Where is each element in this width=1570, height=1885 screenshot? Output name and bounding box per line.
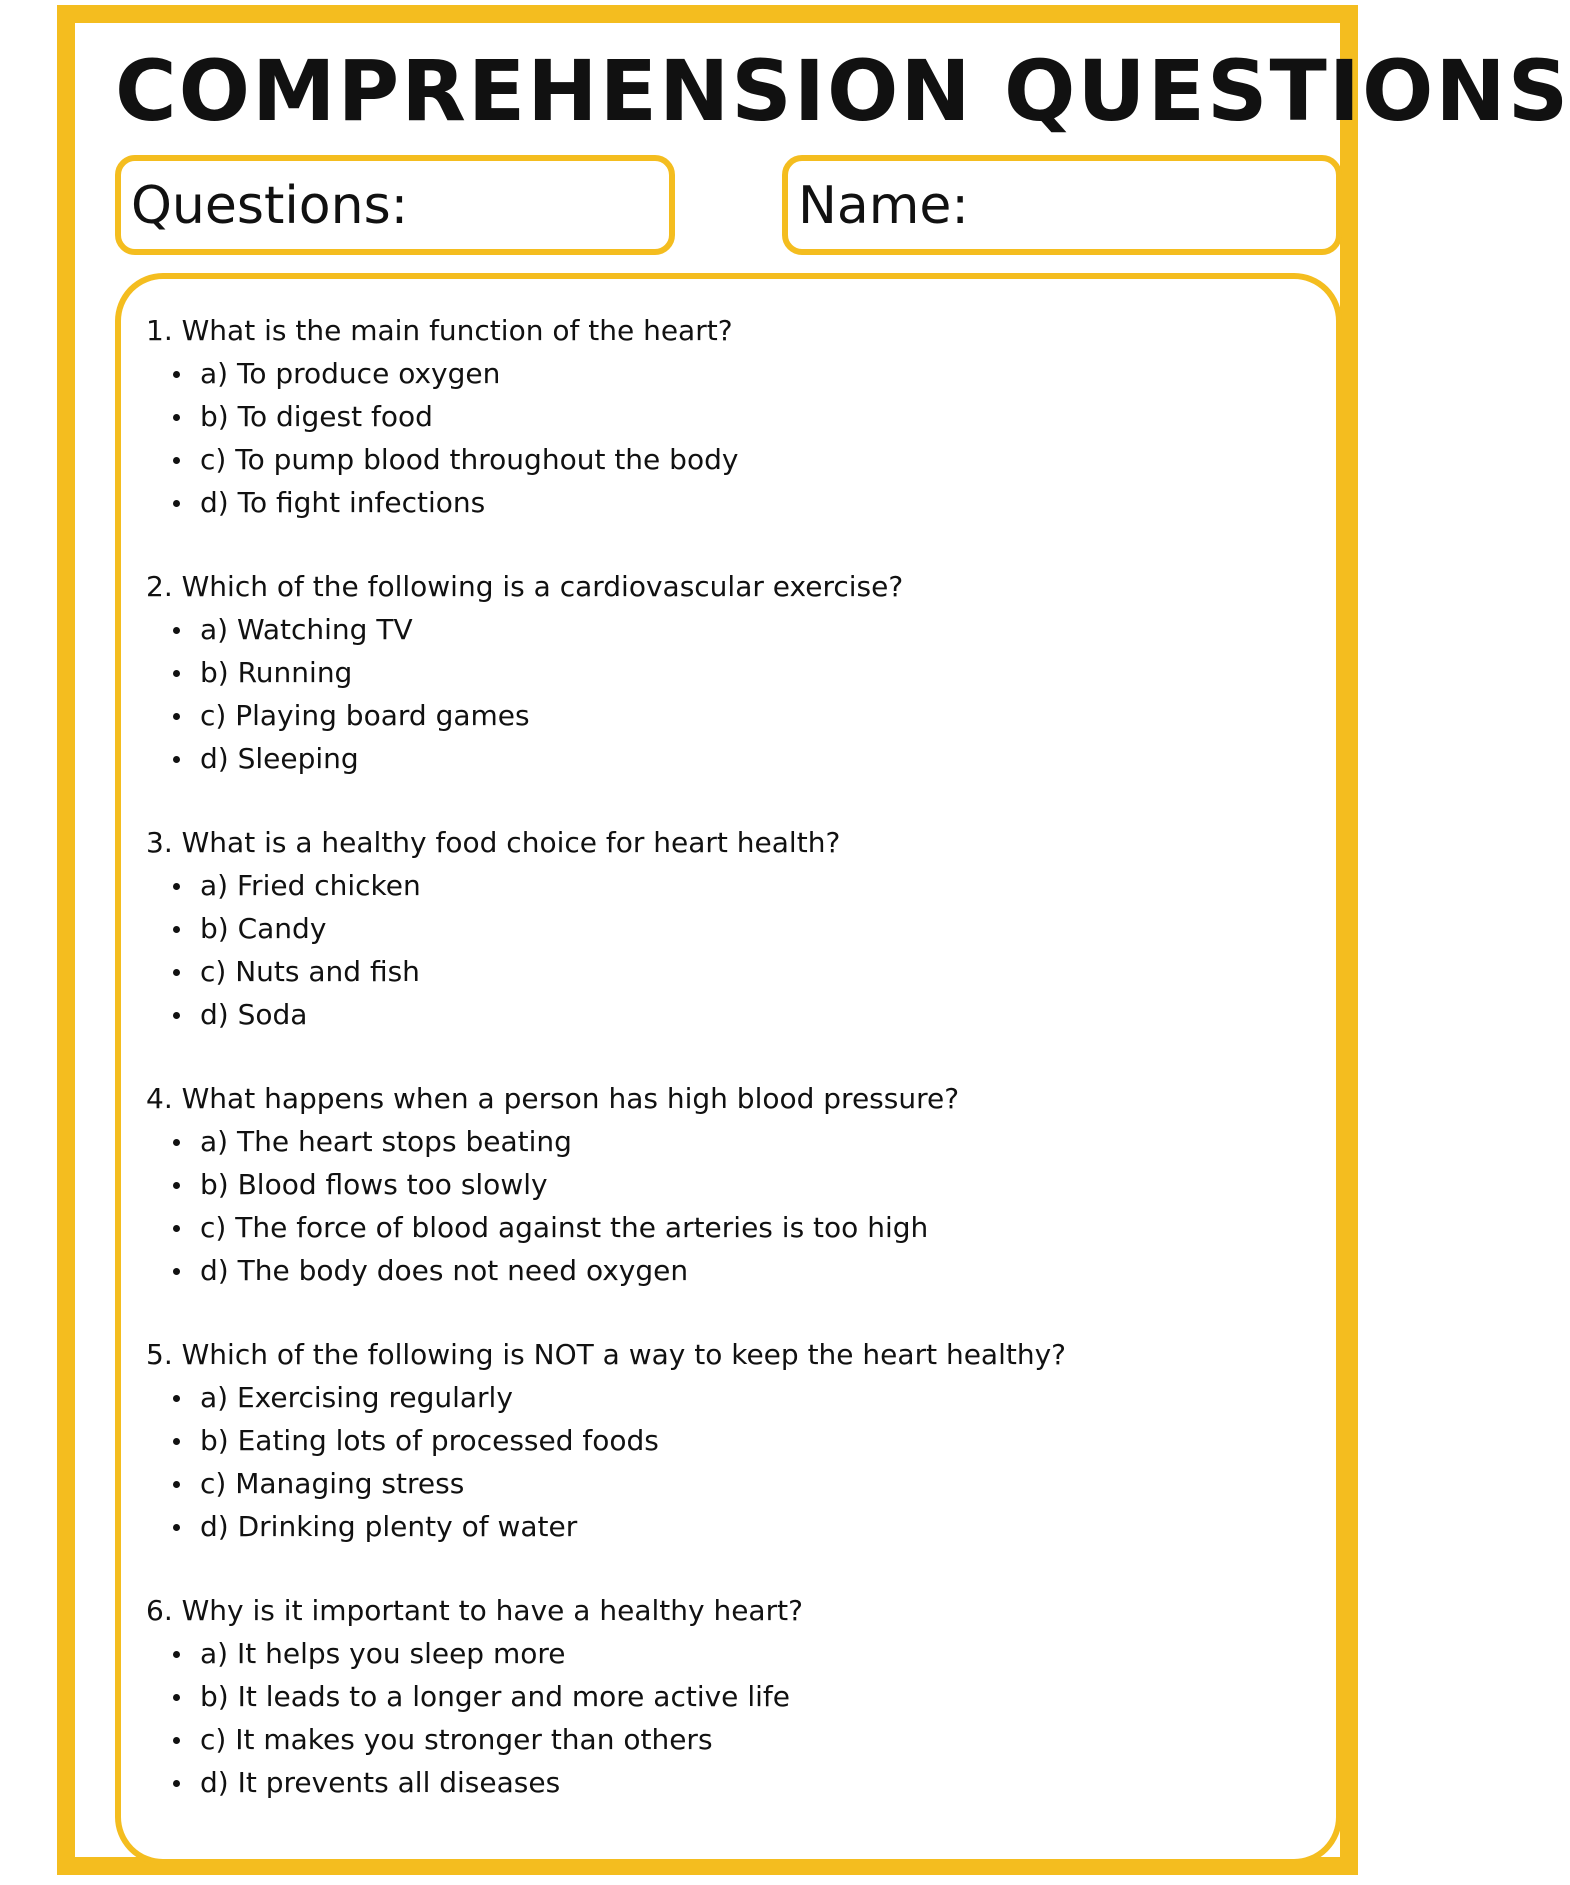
bullet-icon — [173, 457, 180, 464]
option-list — [146, 1632, 1316, 1804]
option-a[interactable] — [146, 608, 1316, 651]
option-text: c) Managing stress — [200, 1467, 465, 1500]
page-title: COMPREHENSION QUESTIONS — [115, 42, 1570, 140]
name-field-box[interactable] — [782, 155, 1342, 255]
option-c[interactable] — [146, 950, 1316, 993]
option-text: b) Running — [200, 656, 353, 689]
option-text: c) Playing board games — [200, 699, 530, 732]
questions-label-box — [115, 155, 675, 255]
bullet-icon — [173, 1182, 180, 1189]
question-1 — [146, 309, 1316, 524]
question-text: 5. Which of the following is NOT a way to keep the heart healthy? — [146, 1338, 1067, 1371]
bullet-icon — [173, 713, 180, 720]
bullet-icon — [173, 1651, 180, 1658]
question-text: 3. What is a healthy food choice for heart health? — [146, 826, 841, 859]
option-b[interactable] — [146, 1419, 1316, 1462]
option-text: b) Blood flows too slowly — [200, 1168, 548, 1201]
option-c[interactable] — [146, 694, 1316, 737]
bullet-icon — [173, 670, 180, 677]
option-d[interactable] — [146, 1505, 1316, 1548]
option-text: a) Watching TV — [200, 613, 413, 646]
questions-panel — [115, 273, 1342, 1865]
option-text: d) Soda — [200, 998, 308, 1031]
option-a[interactable] — [146, 864, 1316, 907]
bullet-icon — [173, 371, 180, 378]
option-a[interactable] — [146, 1120, 1316, 1163]
option-text: d) Sleeping — [200, 742, 359, 775]
bullet-icon — [173, 1481, 180, 1488]
option-text: c) To pump blood throughout the body — [200, 443, 739, 476]
question-text: 6. Why is it important to have a healthy heart? — [146, 1594, 803, 1627]
option-c[interactable] — [146, 1462, 1316, 1505]
option-c[interactable] — [146, 1206, 1316, 1249]
question-5 — [146, 1333, 1316, 1548]
bullet-icon — [173, 883, 180, 890]
question-text: 2. Which of the following is a cardiovascular exercise? — [146, 570, 904, 603]
option-text: c) It makes you stronger than others — [200, 1723, 713, 1756]
option-b[interactable] — [146, 395, 1316, 438]
bullet-icon — [173, 627, 180, 634]
bullet-icon — [173, 1395, 180, 1402]
option-b[interactable] — [146, 907, 1316, 950]
option-text: a) Exercising regularly — [200, 1381, 513, 1414]
option-b[interactable] — [146, 1163, 1316, 1206]
bullet-icon — [173, 414, 180, 421]
option-d[interactable] — [146, 993, 1316, 1036]
bullet-icon — [173, 1268, 180, 1275]
question-3 — [146, 821, 1316, 1036]
option-list — [146, 1120, 1316, 1292]
worksheet-frame — [57, 5, 1570, 1875]
option-list — [146, 608, 1316, 780]
option-d[interactable] — [146, 737, 1316, 780]
option-list — [146, 864, 1316, 1036]
option-d[interactable] — [146, 481, 1316, 524]
option-b[interactable] — [146, 651, 1316, 694]
option-text: d) To fight infections — [200, 486, 486, 519]
question-list — [146, 309, 1316, 1804]
option-list — [146, 352, 1316, 524]
option-a[interactable] — [146, 352, 1316, 395]
option-text: a) To produce oxygen — [200, 357, 501, 390]
name-label: Name: — [798, 176, 969, 236]
question-text: 4. What happens when a person has high blood pressure? — [146, 1082, 960, 1115]
bullet-icon — [173, 1139, 180, 1146]
question-2 — [146, 565, 1316, 780]
bullet-icon — [173, 1694, 180, 1701]
option-b[interactable] — [146, 1675, 1316, 1718]
bullet-icon — [173, 969, 180, 976]
bullet-icon — [173, 1438, 180, 1445]
option-d[interactable] — [146, 1249, 1316, 1292]
option-text: a) The heart stops beating — [200, 1125, 572, 1158]
bullet-icon — [173, 500, 180, 507]
option-c[interactable] — [146, 1718, 1316, 1761]
option-text: d) Drinking plenty of water — [200, 1510, 578, 1543]
option-text: d) The body does not need oxygen — [200, 1254, 689, 1287]
question-4 — [146, 1077, 1316, 1292]
option-a[interactable] — [146, 1376, 1316, 1419]
option-text: b) It leads to a longer and more active life — [200, 1680, 790, 1713]
bullet-icon — [173, 756, 180, 763]
option-text: b) To digest food — [200, 400, 433, 433]
option-text: b) Candy — [200, 912, 327, 945]
option-list — [146, 1376, 1316, 1548]
option-text: c) Nuts and fish — [200, 955, 420, 988]
bullet-icon — [173, 926, 180, 933]
bullet-icon — [173, 1225, 180, 1232]
question-text: 1. What is the main function of the heart? — [146, 314, 733, 347]
option-text: d) It prevents all diseases — [200, 1766, 561, 1799]
bullet-icon — [173, 1012, 180, 1019]
option-text: a) It helps you sleep more — [200, 1637, 566, 1670]
question-6 — [146, 1589, 1316, 1804]
questions-label: Questions: — [131, 176, 409, 236]
option-d[interactable] — [146, 1761, 1316, 1804]
option-text: b) Eating lots of processed foods — [200, 1424, 659, 1457]
option-text: a) Fried chicken — [200, 869, 421, 902]
bullet-icon — [173, 1780, 180, 1787]
option-c[interactable] — [146, 438, 1316, 481]
option-text: c) The force of blood against the arteries is too high — [200, 1211, 929, 1244]
bullet-icon — [173, 1737, 180, 1744]
bullet-icon — [173, 1524, 180, 1531]
option-a[interactable] — [146, 1632, 1316, 1675]
